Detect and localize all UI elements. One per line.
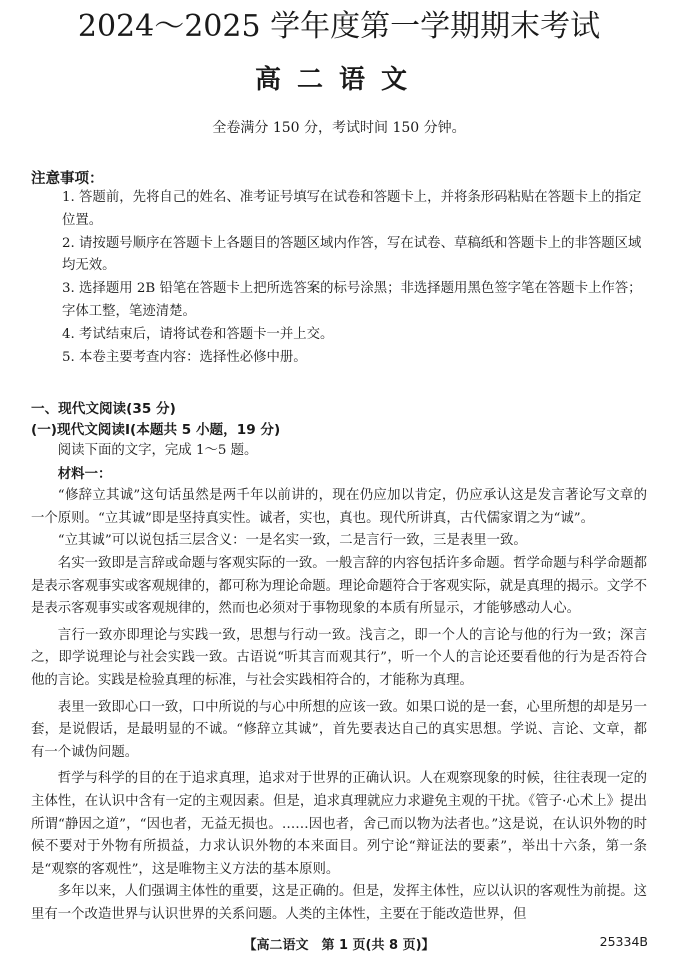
- notice-item: 1. 答题前，先将自己的姓名、准考证号填写在试卷和答题卡上，并将条形码粘贴在答题卡上的指定位置。: [62, 190, 642, 228]
- passage-paragraph: 言行一致亦即理论与实践一致，思想与行动一致。浅言之，即一个人的言论与他的行为一致；深言之，即学说理论与社会实践一致。古语说“听其言而观其行”，听一个人的言论还要看他的行为是否符合他的言论。实践是检验真理的标准，与社会实践相符合的，才能称为真理。: [31, 627, 647, 688]
- section-title: 一、现代文阅读(35 分): [31, 401, 176, 417]
- material-label: 材料一：: [57, 465, 112, 482]
- notice-item: 4. 考试结束后，请将试卷和答题卡一并上交。: [62, 326, 334, 342]
- notice-list: [62, 187, 654, 369]
- exam-info: 全卷满分 150 分，考试时间 150 分钟。: [212, 120, 466, 136]
- notice-item: 3. 选择题用 2B 铅笔在答题卡上把所选答案的标号涂黑；非选择题用黑色签字笔在答题卡上作答；字体工整，笔迹清楚。: [62, 281, 642, 319]
- passage-paragraph: 哲学与科学的目的在于追求真理，追求对于世界的正确认识。人在观察现象的时候，往往表现一定的主体性，在认识中含有一定的主观因素。但是，追求真理就应力求避免主观的干扰。《管子·心术上》提出所谓“静因之道”，“因也者，无益无损也。……因也者，舍己而以物为法者也。”这是说，在认识外物的时候不要对于外物有所损益，力求认识外物的本来面目。列宁论“辩证法的要素”，举出十六条，第一条是“观察的客观性”，这是唯物主义方法的基本原则。: [31, 771, 647, 877]
- exam-title: 2024～2025 学年度第一学期期末考试: [77, 9, 601, 44]
- notice-item: 2. 请按题号顺序在答题卡上各题目的答题区域内作答，写在试卷、草稿纸和答题卡上的非答题区域均无效。: [62, 235, 642, 274]
- passage-paragraph: “立其诚”可以说包括三层含义：一是名实一致，二是言行一致，三是表里一致。: [57, 533, 527, 549]
- passage-paragraph: 表里一致即心口一致，口中所说的与心中所想的应该一致。如果口说的是一套，心里所想的却是另一套，是说假话，是最明显的不诚。“修辞立其诚”，首先要表达自己的真实思想。学说、言论、文章，都有一个诚伪问题。: [31, 699, 647, 760]
- reading-passage: [31, 440, 647, 926]
- notice-item: 5. 本卷主要考查内容：选择性必修中册。: [62, 349, 307, 365]
- page-number: 【高二语文 第 1 页(共 8 页)】: [243, 938, 435, 953]
- exam-code: 25334B: [599, 934, 648, 949]
- page-footer: [0, 934, 678, 954]
- notice-title: 注意事项：: [31, 171, 104, 187]
- subject-title: 高二语文: [254, 65, 423, 95]
- instruction: 阅读下面的文字，完成 1～5 题。: [57, 443, 258, 458]
- passage-paragraph: “修辞立其诚”这句话虽然是两千年以前讲的，现在仍应加以肯定，仍应承认这是发言著论写文章的一个原则。“立其诚”即是坚持真实性。诚者，实也，真也。现代所讲真，古代儒家谓之为“诚”。: [31, 488, 647, 526]
- passage-paragraph: 名实一致即是言辞或命题与客观实际的一致。一般言辞的内容包括许多命题。哲学命题与科学命题都是表示客观事实或客观规律的，都可称为理论命题。理论命题符合于客观实际，就是真理的揭示。文学不是表示客观事实或客观规律的，然而也必须对于事物现象的本质有所显示，才能够感动人心。: [31, 555, 647, 617]
- passage-paragraph: 多年以来，人们强调主体性的重要，这是正确的。但是，发挥主体性，应以认识的客观性为前提。这里有一个改造世界与认识世界的关系问题。人类的主体性，主要在于能改造世界，但: [31, 884, 647, 922]
- subsection-title: (一)现代文阅读Ⅰ(本题共 5 小题，19 分): [31, 422, 281, 438]
